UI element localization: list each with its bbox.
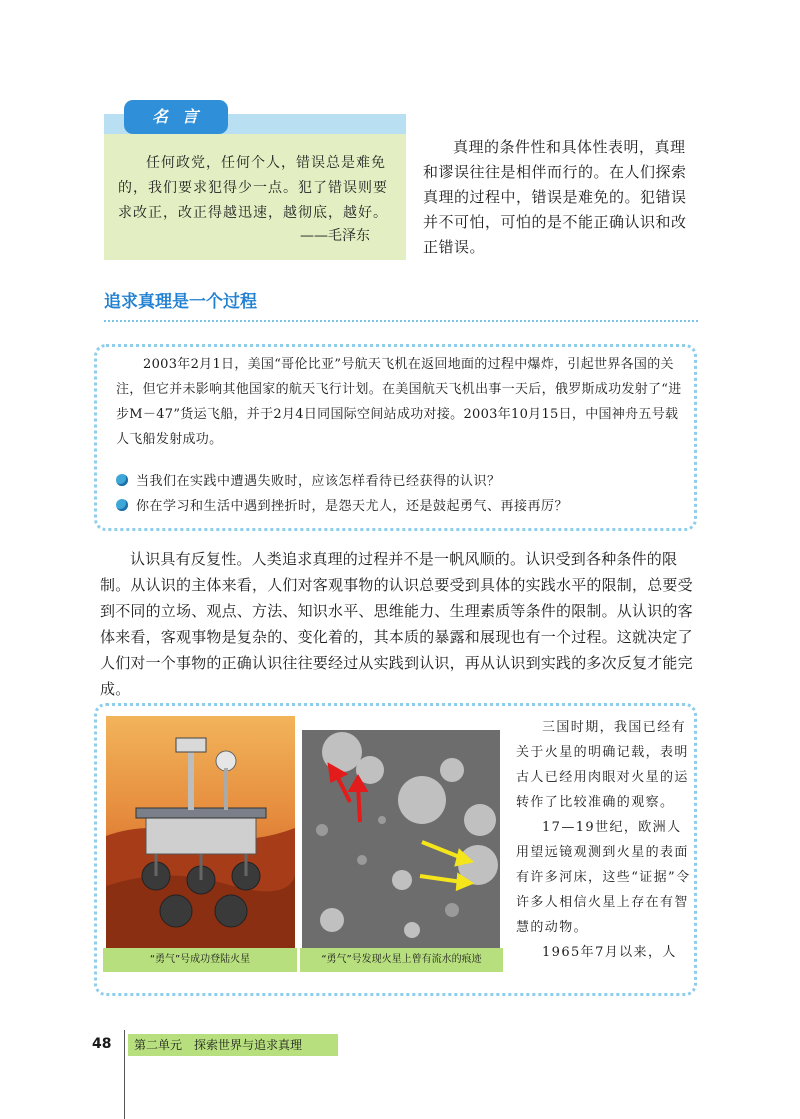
microscope-photo	[302, 730, 500, 948]
bullet-icon	[116, 499, 128, 511]
mars-paragraph: 17—19世纪，欧洲人用望远镜观测到火星的表面有许多河床，这些“证据”令许多人相信火星上存在有智慧的动物。	[516, 820, 691, 935]
page-number: 48	[92, 1036, 112, 1052]
mars-text	[516, 715, 692, 965]
mars-paragraph: 1965年7月以来，人	[542, 945, 677, 960]
footer-divider	[124, 1030, 125, 1119]
question-item	[116, 470, 501, 489]
unit-title: 第二单元 探索世界与追求真理	[128, 1034, 338, 1056]
question-text: 当我们在实践中遭遇失败时，应该怎样看待已经获得的认识？	[136, 474, 501, 489]
section-divider	[104, 320, 698, 322]
case-text: 2003年2月1日，美国“哥伦比亚”号航天飞机在返回地面的过程中爆炸，引起世界各国的关注，但它并未影响其他国家的航天飞行计划。在美国航天飞机出事一天后，俄罗斯成功发射了“进步M－47”货运飞船，并于2月4日同国际空间站成功对接。2003年10月15日，中国神舟五号载人飞船发射成功。	[116, 357, 682, 447]
main-paragraph: 认识具有反复性。人类追求真理的过程并不是一帆风顺的。认识受到各种条件的限制。从认识的主体来看，人们对客观事物的认识总要受到具体的实践水平的限制，总要受到不同的立场、观点、方法、知识水平、思维能力、生理素质等条件的限制。从认识的客体来看，客观事物是复杂的、变化着的，其本质的暴露和展现也有一个过程。这就决定了人们对一个事物的正确认识往往要经过从实践到认识，再从认识到实践的多次反复才能完成。	[100, 550, 693, 698]
question-text: 你在学习和生活中遇到挫折时，是怨天尤人，还是鼓起勇气、再接再厉？	[136, 499, 569, 514]
question-item	[116, 495, 568, 514]
photo-caption: “勇气”号发现火星上曾有流水的痕迹	[300, 948, 503, 972]
bullet-icon	[116, 474, 128, 486]
quote-tab: 名言	[124, 100, 228, 134]
quote-author: ——毛泽东	[300, 228, 370, 244]
rover-photo	[106, 716, 295, 948]
quote-text: 任何政党，任何个人，错误总是难免的，我们要求犯得少一点。犯了错误则要求改正，改正得越迅速，越彻底，越好。	[118, 155, 388, 221]
section-title: 追求真理是一个过程	[104, 292, 257, 312]
side-paragraph: 真理的条件性和具体性表明，真理和谬误往往是相伴而行的。在人们探索真理的过程中，错误是难免的。犯错误并不可怕，可怕的是不能正确认识和改正错误。	[423, 138, 687, 256]
photo-caption: “勇气”号成功登陆火星	[103, 948, 297, 972]
mars-paragraph: 三国时期，我国已经有关于火星的明确记载，表明古人已经用肉眼对火星的运转作了比较准确的观察。	[516, 720, 689, 810]
